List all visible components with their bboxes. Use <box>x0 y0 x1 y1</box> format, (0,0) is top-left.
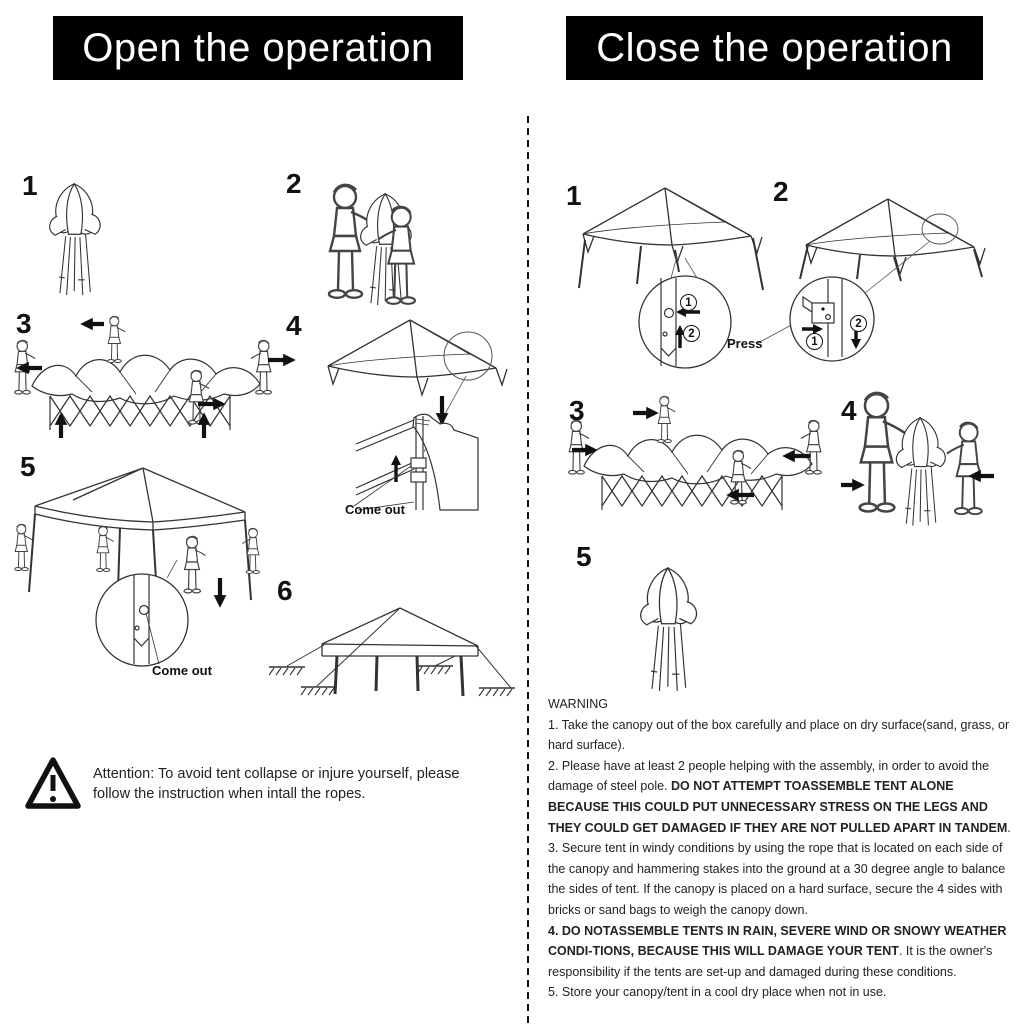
open-step4-number: 4 <box>286 310 302 341</box>
come-out-label-step5: Come out <box>152 663 212 678</box>
close-step3-number: 3 <box>569 395 585 426</box>
open-section-title <box>53 16 463 80</box>
open-step2-illustration <box>329 185 415 305</box>
circled-1-badge: 1 <box>806 333 823 350</box>
close-step3-illustration <box>569 396 822 510</box>
open-step5-illustration <box>15 468 260 666</box>
warning-item: 2. Please have at least 2 people helping with the assembly, in order to avoid the damage of steel pole. DO NOT ATTEMPT TOASSEMBLE TENT ALONE BECAUSE THIS COULD PUT UNNECESSARY STRESS ON THE LEGS AND THEY COULD GET DAMAGED IF THEY ARE NOT PULLED APART IN TANDEM. <box>548 758 1011 835</box>
close-step2-number: 2 <box>773 176 789 207</box>
hand-detail <box>354 414 478 510</box>
close-step4-illustration <box>841 393 994 526</box>
close-step1-number: 1 <box>566 180 582 211</box>
leg-button-magnifier <box>639 276 731 368</box>
open-step6-number: 6 <box>277 575 293 606</box>
circled-1-badge: 1 <box>680 294 697 311</box>
attention-line1: Attention: To avoid tent collapse or injure yourself, please <box>93 766 460 782</box>
close-title-text: Close the operation <box>596 25 953 70</box>
warning-item: 3. Secure tent in windy conditions by using the rope that is located on each side of the canopy and hammering stakes into the ground at a 30 degree angle to balance the sides of tent. If the canopy is placed on a hard surface, secure the 4 sides with bricks or sand bags to weigh the canopy down. <box>548 841 1006 917</box>
close-step4-number: 4 <box>841 395 857 426</box>
open-step1-number: 1 <box>22 170 38 201</box>
open-step2-number: 2 <box>286 168 302 199</box>
press-label: Press <box>727 336 763 351</box>
open-step3-number: 3 <box>16 308 32 339</box>
open-title-text: Open the operation <box>82 25 434 70</box>
attention-note <box>93 765 459 804</box>
warning-title: WARNING <box>548 697 608 711</box>
open-step1-illustration <box>50 184 101 295</box>
close-section-title <box>566 16 983 80</box>
close-step5-number: 5 <box>576 541 592 572</box>
attention-line2: follow the instruction when intall the ropes. <box>93 785 366 802</box>
release-button <box>665 309 674 318</box>
come-out-label-step4: Come out <box>345 502 405 517</box>
warning-item: 1. Take the canopy out of the box carefully and place on dry surface(sand, grass, or hard surface). <box>548 717 1010 753</box>
warning-item: 5. Store your canopy/tent in a cool dry place when not in use. <box>548 985 887 1000</box>
open-step3-illustration <box>15 316 292 438</box>
open-step6-illustration <box>269 608 515 696</box>
warning-item: 4. DO NOTASSEMBLE TENTS IN RAIN, SEVERE WIND OR SNOWY WEATHER CONDI-TIONS, BECAUSE THIS WILL DAMAGE YOUR TENT. It is the owner's responsibility if the tents are set-up and damaged during these conditions. <box>548 923 1007 979</box>
circled-2-badge: 2 <box>683 325 700 342</box>
warning-block <box>548 694 1018 1003</box>
circled-2-badge: 2 <box>850 315 867 332</box>
tent-ropes <box>287 608 511 688</box>
pole-magnifier <box>96 574 188 666</box>
release-button <box>140 606 149 615</box>
open-step4-illustration <box>328 320 507 510</box>
close-step5-illustration <box>641 568 697 691</box>
push-in-arrows <box>841 476 994 485</box>
open-step5-number: 5 <box>20 451 36 482</box>
slide-latch <box>812 303 834 323</box>
warning-triangle-icon <box>28 760 78 806</box>
